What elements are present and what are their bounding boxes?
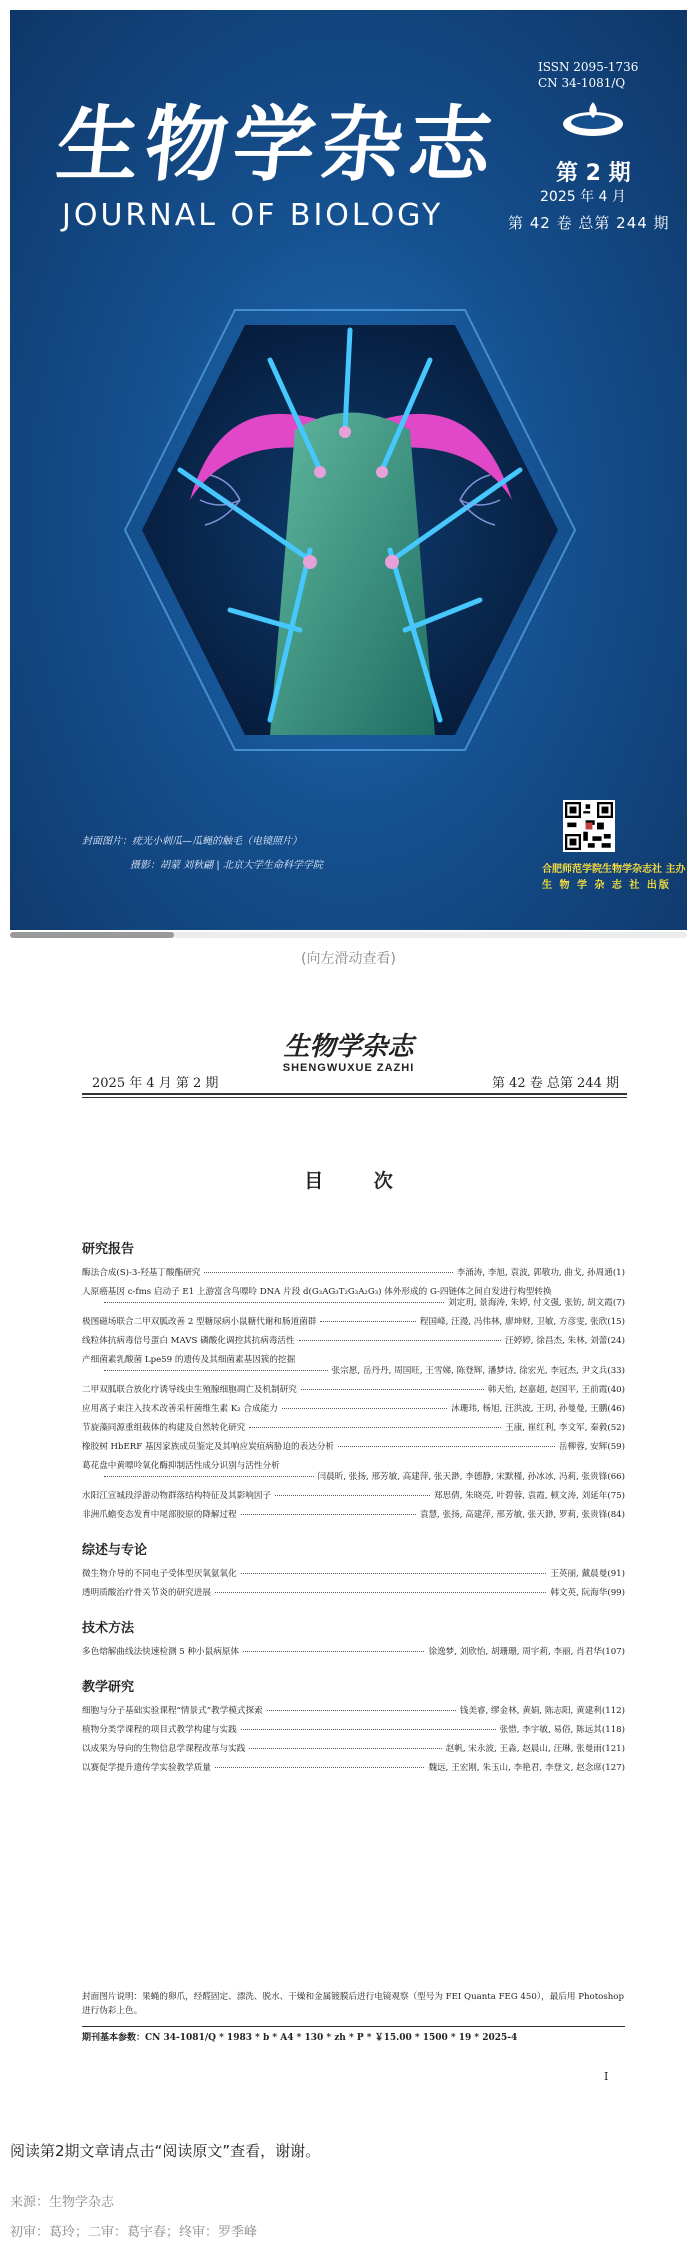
article-authors: 钱美睿, 缪金林, 黄娟, 陈志阳, 黄建利(112) [459,1706,625,1716]
section-title: 技术方法 [82,1621,135,1636]
toc-entry [82,1268,625,1279]
toc-entry [82,1647,625,1658]
header-rule [82,1093,627,1095]
cover-publisher: 生 物 学 杂 志 社 出版 [542,880,671,891]
cover-issue: 第 2 期 [556,161,631,186]
section-title: 教学研究 [82,1680,135,1695]
article-authors: 汪婷婷, 徐昌杰, 朱林, 刘蕾(24) [505,1336,625,1346]
toc-section [82,1238,625,1521]
article-title: 植物分类学课程的项目式教学构建与实践 [82,1725,237,1735]
article-authors: 刘定玥, 景海涛, 朱婷, 付文强, 张钫, 胡文霞(7) [448,1298,625,1308]
article-title: 橡胶树 HbERF 基因家族成员鉴定及其响应炭疽病胁迫的表达分析 [82,1442,335,1452]
header-rule [82,1097,627,1098]
cover-cn: CN 34-1081/Q [538,76,626,90]
toc-entry [82,1461,625,1483]
toc-title: 目 次 [304,1170,415,1192]
article-authors: 袁慧, 张扬, 高建萍, 邢芳敏, 张天渺, 罗莉, 张贵锋(84) [419,1510,625,1520]
toc-entry [82,1442,625,1453]
article-title: 微生物介导的不同电子受体型厌氧氨氧化 [82,1569,237,1579]
qr-code-icon [563,800,615,852]
toc-entry [82,1588,625,1599]
leader-dots [104,1370,328,1371]
leader-dots [215,1767,425,1768]
leader-dots [241,1514,416,1515]
article-authors: 岳柳蓉, 安辉(59) [558,1442,625,1452]
source-text: 来源：生物学杂志 [10,2195,115,2210]
cover-date: 2025 年 4 月 [540,189,626,205]
cover-caption: 封面图片：疣光小刺瓜—瓜蝇的触毛（电镜照片） [82,836,302,847]
swipe-hint: (向左滑动查看) [301,951,396,967]
horizontal-scrollbar[interactable] [10,932,687,938]
leader-dots [249,1748,441,1749]
article-title: 以赛促学提升遗传学实验教学质量 [82,1763,211,1773]
journal-cover [10,10,687,930]
article-authors: 沐珊玮, 杨旭, 汪洪波, 王玥, 孙曼曼, 王鹏(46) [451,1404,625,1414]
leader-dots [275,1495,430,1496]
toc-brand-cn: 生物学杂志 [283,1032,414,1062]
article-title: 极图磁场联合二甲双胍改善 2 型糖尿病小鼠糖代谢和肠道菌群 [82,1317,317,1327]
leader-dots [320,1321,416,1322]
toc-entry [82,1725,625,1736]
cover-microscope-photo [120,300,580,760]
leader-dots [104,1476,314,1477]
leader-dots [204,1272,452,1273]
leader-dots [241,1729,496,1730]
leader-dots [249,1427,501,1428]
cover-volume: 第 42 卷 总第 244 期 [508,214,670,232]
review-text: 初审：葛玲；二审：葛宇春；终审：罗季峰 [10,2225,258,2240]
cover-title-cn: 生物学杂志 [52,97,503,193]
article-title: 水阳江宣城段浮游动物群落结构特征及其影响因子 [82,1491,272,1501]
article-authors: 魏远, 王宏刚, 朱玉山, 李艳君, 李登文, 赵念席(127) [428,1763,625,1773]
article-title: 线粒体抗病毒信号蛋白 MAVS 磷酸化调控其抗病毒活性 [82,1336,295,1346]
journal-logo-icon [560,98,626,138]
leader-dots [299,1340,501,1341]
article-authors: 李涌涛, 李旭, 袁波, 郭敬功, 曲戈, 孙周通(1) [456,1268,625,1278]
cover-issn: ISSN 2095-1736 [538,60,639,74]
toc-issue-date: 2025 年 4 月 第 2 期 [92,1076,219,1091]
article-title: 非洲爪蟾变态发育中尾部胶原的降解过程 [82,1510,237,1520]
toc-entry [82,1336,625,1347]
toc-entry [82,1317,625,1328]
toc-entry [82,1763,625,1774]
article-title: 产细菌素乳酸菌 Lpe59 的遗传及其细菌素基因簇的挖掘 [82,1355,296,1365]
toc-brand-en: SHENGWUXUE ZAZHI [282,1062,415,1074]
leader-dots [267,1710,456,1711]
article-authors: 韩天怡, 赵嘉超, 赵国平, 王前霞(40) [487,1385,625,1395]
toc-entry [82,1385,625,1396]
footer-rule [82,2026,625,2027]
toc-section [82,1676,625,1774]
article-title: 节旋藻同源重组载体的构建及自然转化研究 [82,1423,246,1433]
article-title: 葛花盘中黄嘌呤氧化酶抑制活性成分识别与活性分析 [82,1461,280,1471]
leader-dots [241,1573,547,1574]
article-authors: 张宗愿, 岳丹丹, 周国旺, 王雪娣, 陈登辉, 潘梦诗, 徐宏光, 李冠杰, 尹文兵(33) [331,1366,625,1376]
table-of-contents-page [0,1000,697,2130]
toc-entry [82,1355,625,1377]
article-title: 透明质酸治疗骨关节炎的研究进展 [82,1588,211,1598]
leader-dots [338,1446,555,1447]
toc-entry [82,1491,625,1502]
cover-carousel[interactable] [10,10,687,930]
toc-sections [82,1238,625,1792]
leader-dots [243,1651,424,1652]
toc-entry [82,1404,625,1415]
article-title: 应用离子束注入技术改善采杆菌维生素 K₂ 合成能力 [82,1404,278,1414]
leader-dots [301,1389,484,1390]
toc-section [82,1539,625,1599]
toc-entry [82,1287,625,1309]
toc-entry [82,1423,625,1434]
article-authors: 郑思倩, 朱晓亮, 叶碧蓉, 袁霞, 顿文涛, 刘延年(75) [433,1491,625,1501]
article-title: 酶法合成(S)-3-羟基丁酸酯研究 [82,1268,201,1278]
article-title: 人原癌基因 c-fms 启动子 E1 上游富含鸟嘌呤 DNA 片段 d(G₃AG₃T₂G₃A₂G₃) 体外形成的 G-四链体之间自发进行构型转换 [82,1287,552,1297]
leader-dots [104,1302,444,1303]
article-authors: 王英丽, 戴晨曼(91) [550,1569,625,1579]
article-authors: 王康, 崔红利, 李文军, 秦毅(52) [505,1423,625,1433]
toc-entry [82,1706,625,1717]
cover-photo-credit: 摄影：胡蒙 刘秋翩 | 北京大学生命科学学院 [130,860,323,871]
cover-publisher-sponsor: 合肥师范学院生物学杂志社 主办 [542,864,686,875]
article-authors: 徐逸梦, 刘欣怡, 胡珊珊, 周宇莉, 李丽, 肖君华(107) [428,1647,625,1657]
toc-entry [82,1510,625,1521]
section-title: 研究报告 [82,1242,135,1257]
read-more-text: 阅读第2期文章请点击“阅读原文”查看，谢谢。 [10,2142,321,2160]
leader-dots [215,1592,546,1593]
toc-entry [82,1744,625,1755]
journal-params: 期刊基本参数：CN 34-1081/Q * 1983 * b * A4 * 130 * zh * P * ￥15.00 * 1500 * 19 * 2025-4 [82,2033,518,2043]
leader-dots [282,1408,447,1409]
toc-entry [82,1569,625,1580]
article-title: 细胞与分子基础实验课程“情景式”教学模式探索 [82,1706,263,1716]
cover-note: 封面图片说明：果蝇的卵爪，经醛固定、漂洗、脱水、干燥和金属镀膜后进行电镜观察（型号为 FEI Quanta FEG 450），最后用 Photoshop 进行伪彩上色。 [82,1992,624,2016]
page-number: I [604,2070,609,2083]
scrollbar-thumb[interactable] [10,932,174,938]
cover-title-en: JOURNAL OF BIOLOGY [62,198,444,233]
article-authors: 张惜, 李宇敏, 易俗, 陈远其(118) [499,1725,625,1735]
article-title: 以成果为导向的生物信息学课程改革与实践 [82,1744,246,1754]
article-authors: 程国峰, 汪漫, 冯伟林, 廖坤财, 卫敏, 方彦雯, 张欣(15) [419,1317,625,1327]
toc-section [82,1617,625,1658]
article-title: 二甲双胍联合放化疗诱导线虫生殖腺细胞凋亡及机制研究 [82,1385,297,1395]
article-authors: 闫晨昕, 张扬, 邢芳敏, 高建萍, 张天渺, 李德静, 宋默槿, 孙冰冰, 冯莉, 张贵锋(66) [317,1472,625,1482]
article-authors: 赵帆, 宋永波, 王淼, 赵晨山, 汪琳, 张曼雨(121) [445,1744,625,1754]
toc-volume: 第 42 卷 总第 244 期 [491,1076,619,1091]
section-title: 综述与专论 [82,1543,148,1558]
article-title: 多色熔解曲线法快速检测 5 种小鼠病原体 [82,1647,240,1657]
article-authors: 韩文英, 阮海华(99) [550,1588,625,1598]
